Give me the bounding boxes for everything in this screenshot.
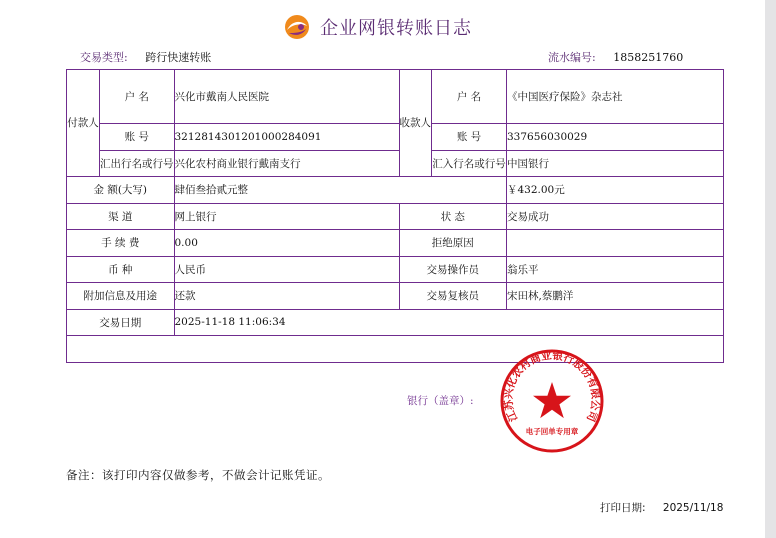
fee-label: 手 续 费 xyxy=(67,230,175,257)
fee-value: 0.00 xyxy=(174,230,399,257)
print-date-value: 2025/11/18 xyxy=(662,502,724,514)
payer-account-label: 账 号 xyxy=(100,124,175,151)
print-date-label: 打印日期: xyxy=(600,502,646,514)
header xyxy=(284,12,472,42)
serial-number xyxy=(548,49,683,65)
star-icon xyxy=(533,382,571,418)
payer-account: 3212814301201000284091 xyxy=(174,124,399,151)
table-row xyxy=(67,230,724,257)
payee-account-label: 账 号 xyxy=(432,124,507,151)
reject-reason-value xyxy=(507,230,724,257)
channel-value: 网上银行 xyxy=(174,203,399,230)
payer-bank: 兴化农村商业银行戴南支行 xyxy=(174,150,399,177)
serial-number-label: 流水编号: xyxy=(548,51,596,64)
amount-words: 肆佰叁拾贰元整 xyxy=(174,177,507,204)
serial-number-value: 1858251760 xyxy=(613,51,684,64)
purpose-value: 还款 xyxy=(174,283,399,310)
bank-logo-icon xyxy=(284,14,310,40)
channel-label: 渠 道 xyxy=(67,203,175,230)
status-value: 交易成功 xyxy=(507,203,724,230)
payee-group-label: 收款人 xyxy=(399,70,432,177)
stamp-ring-text: 江苏兴化农村商业银行股份有限公司 xyxy=(502,349,602,424)
status-label: 状 态 xyxy=(399,203,507,230)
date-label: 交易日期 xyxy=(67,309,175,336)
table-row xyxy=(67,124,724,151)
table-row xyxy=(67,336,724,363)
reviewer-label: 交易复核员 xyxy=(399,283,507,310)
seal-area xyxy=(67,336,724,436)
transaction-type-value: 跨行快速转账 xyxy=(145,51,212,64)
transfer-record-table xyxy=(66,69,724,436)
table-row xyxy=(67,256,724,283)
table-row xyxy=(67,70,724,124)
payee-bank: 中国银行 xyxy=(507,150,724,177)
page-title: 企业网银转账日志 xyxy=(320,18,472,39)
currency-label: 币 种 xyxy=(67,256,175,283)
payee-name: 《中国医疗保险》杂志社 xyxy=(507,70,724,124)
operator-label: 交易操作员 xyxy=(399,256,507,283)
payee-name-label: 户 名 xyxy=(432,70,507,124)
table-row xyxy=(67,150,724,177)
table-row xyxy=(67,309,724,336)
table-row xyxy=(67,177,724,204)
seal-label: 银行（盖章）: xyxy=(407,395,474,407)
transaction-type xyxy=(80,49,211,65)
viewer-background xyxy=(765,0,776,538)
payer-name: 兴化市戴南人民医院 xyxy=(174,70,399,124)
remark-note: 备注：该打印内容仅做参考，不做会计记账凭证。 xyxy=(66,468,330,482)
payee-bank-label: 汇入行名或行号 xyxy=(432,150,507,177)
bank-seal-stamp xyxy=(498,348,606,454)
payer-name-label: 户 名 xyxy=(100,70,175,124)
payer-bank-label: 汇出行名或行号 xyxy=(100,150,175,177)
table-row xyxy=(67,203,724,230)
amount-figure: ￥432.00元 xyxy=(507,177,724,204)
payer-group-label: 付款人 xyxy=(67,70,100,177)
operator-value: 翁乐平 xyxy=(507,256,724,283)
stamp-bottom-text: 电子回单专用章 xyxy=(525,427,579,436)
transaction-type-label: 交易类型: xyxy=(80,51,128,64)
amount-label: 金 额(大写) xyxy=(67,177,175,204)
payee-account: 337656030029 xyxy=(507,124,724,151)
date-value: 2025-11-18 11:06:34 xyxy=(174,309,724,336)
reject-reason-label: 拒绝原因 xyxy=(399,230,507,257)
currency-value: 人民币 xyxy=(174,256,399,283)
reviewer-value: 宋田林,蔡鹏洋 xyxy=(507,283,724,310)
print-date xyxy=(600,500,723,515)
purpose-label: 附加信息及用途 xyxy=(67,283,175,310)
table-row xyxy=(67,283,724,310)
